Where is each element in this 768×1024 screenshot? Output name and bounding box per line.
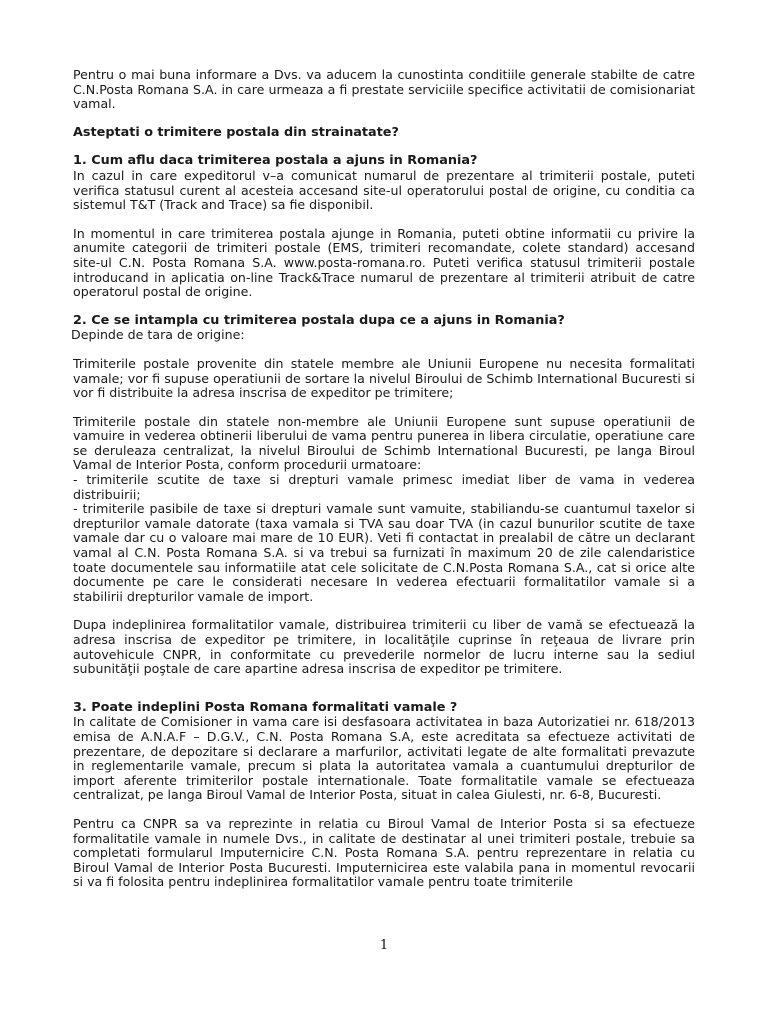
section-2-paragraph-delivery: Dupa indeplinirea formalitatilor vamale, distribuirea trimiterii cu liber de vamă se efectuează la adresa inscrisa de expeditor pe trimitere, in localităţile cuprinse în reţeaua de livrare prin autovehicule CNPR, in conformitate cu prevederile normelor de lucru interne sau la sediul subunităţii poştale de care apartine adresa inscrisa de expeditor pe trimitere. [73, 617, 695, 677]
section-2-heading: 2. Ce se intampla cu trimiterea postala dupa ce a ajuns in Romania? [73, 312, 565, 328]
section-3-paragraph-1: In calitate de Comisioner in vama care isi desfasoara activitatea in baza Autorizatiei nr. 618/2013 emisa de A.N.A.F – D.G.V., C.N. Posta Romana S.A, este acreditata sa efectueze activitati de prezentare, de depozitare si declarare a marfurilor, activitati legate de alte formalitati prevazute in reglementarile vamale, precum si plata la autoritatea vamala a cuantumului drepturilor de import aferente trimiterilor postale internationale. Toate formalitatile vamale se efectueaza centralizat, pe langa Biroul Vamal de Interior Posta, situat in calea Giulesti, nr. 6-8, Bucuresti. [73, 714, 695, 803]
section-2-paragraph-non-eu: Trimiterile postale din statele non-membre ale Uniunii Europene sunt supuse operatiunii de vamuire in vederea obtinerii liberului de vama pentru punerea in libera circulatie, operatiune care se deruleaza centralizat, la nivelul Biroului de Schimb International Bucuresti, pe langa Biroul Vamal de Interior Posta, conform procedurii urmatoare: [73, 413, 695, 473]
section-3-heading: 3. Poate indeplini Posta Romana formalitati vamale ? [73, 699, 458, 715]
section-2-bullet-2: - trimiterile pasibile de taxe si drepturi vamale sunt vamuite, stabiliandu-se cuantumul taxelor si drepturilor vamale datorate (taxa vamala si TVA sau doar TVA (in cazul bunurilor scutite de taxe vamale dar cu o valoare mai mare de 10 EUR). Veti fi contactat in prealabil de către un declarant vamal al C.N. Posta Romana S.A. si va trebui sa furnizati în maximum 20 de zile calendaristice toate documentele sau informatiile atat cele solicitate de C.N.Posta Romana S.A., cat si orice alte documente pe care le considerati necesare In vederea efectuarii formalitatilor vamale si a stabilirii drepturilor vamale de import. [73, 501, 695, 604]
section-1-paragraph-1: In cazul in care expeditorul v–a comunicat numarul de prezentare al trimiterii postale, puteti verifica statusul curent al acesteia accesand site-ul operatorului postal de origine, cu conditia ca sistemul T&T (Track and Trace) sa fie disponibil. [73, 167, 695, 213]
section-1-paragraph-2: In momentul in care trimiterea postala ajunge in Romania, puteti obtine informatii cu privire la anumite categorii de trimiteri postale (EMS, trimiteri recomandate, colete standard) accesand site-ul C.N. Posta Romana S.A. www.posta-romana.ro. Puteti verifica statusul trimiterii postale introducand in aplicatia on-line Track&Trace numarul de prezentare al trimiterii atribuit de catre operatorul postal de origine. [73, 225, 695, 300]
document-body [73, 68, 695, 890]
section-3-paragraph-2: Pentru ca CNPR sa va reprezinte in relatia cu Biroul Vamal de Interior Posta si sa efectueze formalitatile vamale in numele Dvs., in calitate de destinatar al unei trimiteri postale, trebuie sa completati formularul Imputernicire C.N. Posta Romana S.A. pentru reprezentare in relatia cu Biroul Vamal de Interior Posta Bucuresti. Imputernicirea este valabila pana in momentul revocarii si va fi folosita pentru indeplinirea formalitatilor vamale pentru toate trimiterile [73, 815, 695, 890]
main-question-heading: Asteptati o trimitere postala din strainatate? [73, 124, 399, 140]
section-1-heading: 1. Cum aflu daca trimiterea postala a ajuns in Romania? [73, 153, 478, 169]
intro-paragraph: Pentru o mai buna informare a Dvs. va aducem la cunostinta conditiile generale stabilte de catre C.N.Posta Romana S.A. in care urmeaza a fi prestate serviciile specifice activitatii de comisionariat vamal. [73, 67, 695, 112]
section-2-paragraph-eu: Trimiterile postale provenite din statele membre ale Uniunii Europene nu necesita formalitati vamale; vor fi supuse operatiunii de sortare la nivelul Biroului de Schimb International Bucuresti si vor fi distribuite la adresa inscrisa de expeditor pe trimitere; [73, 355, 695, 401]
page-number: 1 [379, 938, 389, 953]
section-2-lead: Depinde de tara de origine: [71, 327, 245, 343]
section-2-bullet-1: - trimiterile scutite de taxe si drepturi vamale primesc imediat liber de vama in vederea distribuirii; [73, 472, 695, 502]
